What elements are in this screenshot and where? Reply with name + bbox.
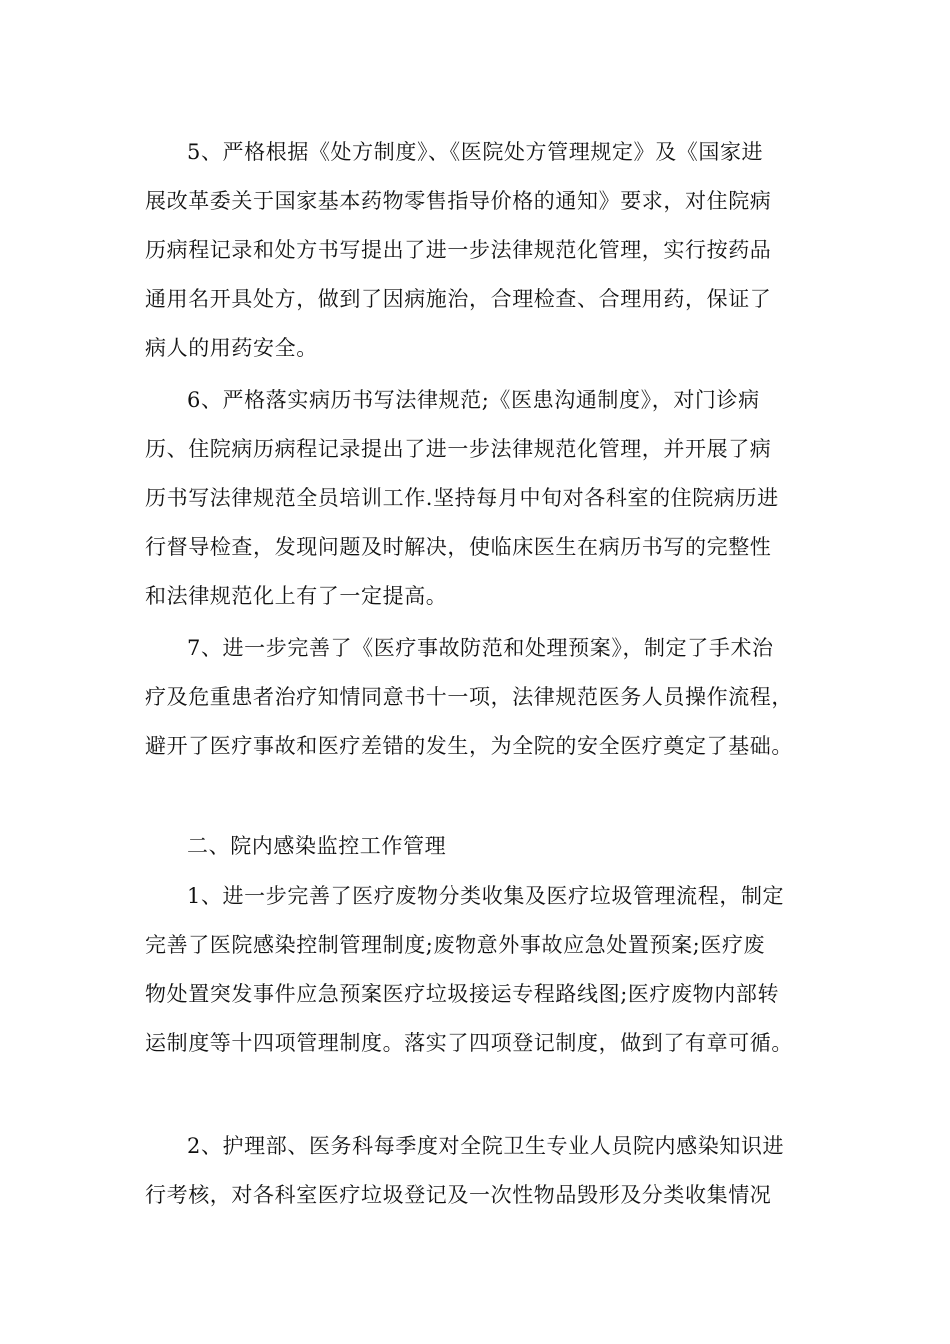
text-line: 行督导检查，发现问题及时解决，使临床医生在病历书写的完整性	[145, 535, 772, 559]
text-line: 2、护理部、医务科每季度对全院卫生专业人员院内感染知识进	[187, 1134, 785, 1158]
paragraph-item-5	[145, 128, 825, 373]
text-line: 病人的用药安全。	[145, 336, 318, 360]
text-line: 行考核，对各科室医疗垃圾登记及一次性物品毁形及分类收集情况	[145, 1183, 772, 1207]
section-heading	[145, 822, 825, 871]
text-line: 疗及危重患者治疗知情同意书十一项，法律规范医务人员操作流程，	[145, 685, 793, 709]
text-line: 展改革委关于国家基本药物零售指导价格的通知》要求，对住院病	[145, 189, 772, 213]
paragraph-item-7	[145, 624, 825, 771]
text-line: 6、严格落实病历书写法律规范;《医患沟通制度》，对门诊病	[187, 388, 760, 412]
text-line: 历、住院病历病程记录提出了进一步法律规范化管理，并开展了病	[145, 437, 772, 461]
text-line: 通用名开具处方，做到了因病施治，合理检查、合理用药，保证了	[145, 287, 772, 311]
text-line: 完善了医院感染控制管理制度;废物意外事故应急处置预案;医疗废	[145, 933, 766, 957]
text-line: 历书写法律规范全员培训工作.坚持每月中旬对各科室的住院病历进	[145, 486, 779, 510]
text-line: 历病程记录和处方书写提出了进一步法律规范化管理，实行按药品	[145, 238, 772, 262]
text-line: 运制度等十四项管理制度。落实了四项登记制度，做到了有章可循。	[145, 1031, 793, 1055]
text-line: 7、进一步完善了《医疗事故防范和处理预案》，制定了手术治	[187, 636, 774, 660]
text-line: 5、严格根据《处方制度》、《医院处方管理规定》及《国家进	[187, 140, 764, 164]
paragraph-item-6	[145, 376, 825, 621]
text-line: 避开了医疗事故和医疗差错的发生，为全院的安全医疗奠定了基础。	[145, 734, 793, 758]
text-line: 1、进一步完善了医疗废物分类收集及医疗垃圾管理流程，制定	[187, 884, 785, 908]
text-line: 和法律规范化上有了一定提高。	[145, 584, 448, 608]
heading-text: 二、院内感染监控工作管理	[187, 834, 447, 858]
text-line: 物处置突发事件应急预案医疗垃圾接运专程路线图;医疗废物内部转	[145, 982, 780, 1006]
paragraph-section2-item-2	[145, 1122, 825, 1220]
paragraph-section2-item-1	[145, 872, 825, 1068]
